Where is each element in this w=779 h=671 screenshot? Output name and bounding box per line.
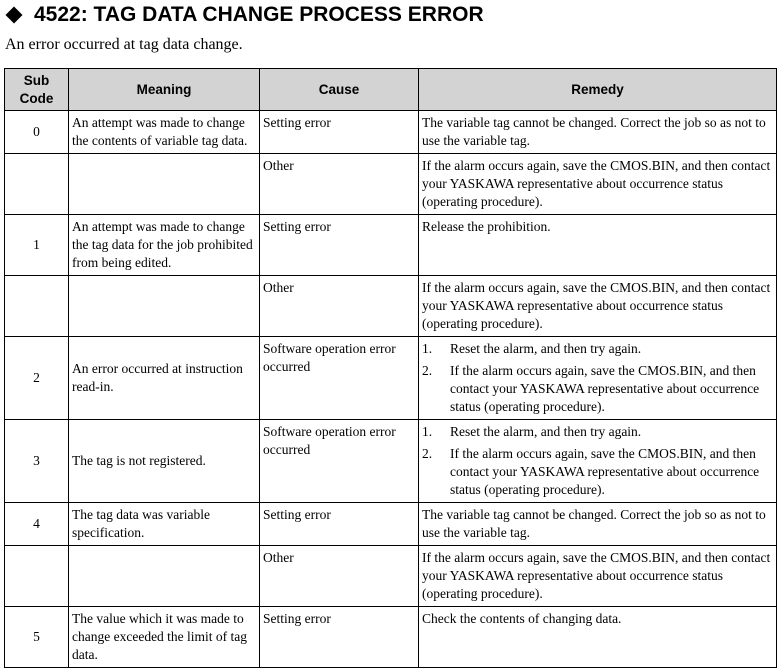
remedy-cell <box>419 337 777 420</box>
remedy-cell: Check the contents of changing data. <box>419 607 777 668</box>
table-row <box>5 420 777 503</box>
remedy-cell: The variable tag cannot be changed. Correct the job so as not to use the variable tag. <box>419 111 777 154</box>
table-row <box>5 276 777 337</box>
table-row <box>5 607 777 668</box>
step-text: Reset the alarm, and then try again. <box>450 341 642 356</box>
sub-code-cell-empty <box>5 276 69 337</box>
table-header-row <box>5 69 777 111</box>
cause-cell: Software operation error occurred <box>260 420 419 503</box>
remedy-step <box>422 362 773 416</box>
meaning-cell: The tag data was variable specification. <box>69 503 260 546</box>
table-row <box>5 503 777 546</box>
remedy-cell: If the alarm occurs again, save the CMOS.BIN, and then contact your YASKAWA representative about occurrence status (operating procedure). <box>419 276 777 337</box>
remedy-step <box>422 445 773 499</box>
page-title <box>5 1 484 29</box>
header-meaning: Meaning <box>69 69 260 111</box>
cause-cell: Setting error <box>260 215 419 276</box>
meaning-cell: An error occurred at instruction read-in. <box>69 337 260 420</box>
cause-cell: Other <box>260 276 419 337</box>
sub-code-cell: 5 <box>5 607 69 668</box>
sub-code-cell-empty <box>5 546 69 607</box>
meaning-cell-empty <box>69 546 260 607</box>
remedy-steps <box>422 340 773 416</box>
step-number: 1. <box>422 341 433 356</box>
step-text: If the alarm occurs again, save the CMOS.BIN, and then contact your YASKAWA representative about occurrence status (operating procedure). <box>450 446 760 497</box>
sub-code-cell: 0 <box>5 111 69 154</box>
cause-cell: Other <box>260 546 419 607</box>
remedy-step <box>422 423 773 441</box>
step-text: Reset the alarm, and then try again. <box>450 424 642 439</box>
diamond-bullet-icon <box>6 7 23 24</box>
error-table <box>4 68 777 668</box>
page-title-text: 4522: TAG DATA CHANGE PROCESS ERROR <box>34 3 484 26</box>
cause-cell: Software operation error occurred <box>260 337 419 420</box>
cause-cell: Setting error <box>260 111 419 154</box>
table-row <box>5 154 777 215</box>
remedy-cell: If the alarm occurs again, save the CMOS.BIN, and then contact your YASKAWA representative about occurrence status (operating procedure). <box>419 154 777 215</box>
cause-cell: Setting error <box>260 607 419 668</box>
sub-code-cell: 4 <box>5 503 69 546</box>
step-number: 2. <box>422 363 433 378</box>
remedy-cell <box>419 420 777 503</box>
sub-code-cell: 2 <box>5 337 69 420</box>
remedy-step <box>422 340 773 358</box>
sub-code-cell: 1 <box>5 215 69 276</box>
meaning-cell: The value which it was made to change exceeded the limit of tag data. <box>69 607 260 668</box>
step-number: 1. <box>422 424 433 439</box>
table-row <box>5 215 777 276</box>
sub-code-cell-empty <box>5 154 69 215</box>
meaning-cell-empty <box>69 276 260 337</box>
remedy-cell: The variable tag cannot be changed. Correct the job so as not to use the variable tag. <box>419 503 777 546</box>
cause-cell: Setting error <box>260 503 419 546</box>
meaning-cell: The tag is not registered. <box>69 420 260 503</box>
remedy-cell: Release the prohibition. <box>419 215 777 276</box>
intro-text: An error occurred at tag data change. <box>5 36 243 53</box>
header-cause: Cause <box>260 69 419 111</box>
sub-code-cell: 3 <box>5 420 69 503</box>
remedy-steps <box>422 423 773 499</box>
meaning-cell: An attempt was made to change the tag data for the job prohibited from being edited. <box>69 215 260 276</box>
header-remedy: Remedy <box>419 69 777 111</box>
step-number: 2. <box>422 446 433 461</box>
remedy-cell: If the alarm occurs again, save the CMOS.BIN, and then contact your YASKAWA representative about occurrence status (operating procedure). <box>419 546 777 607</box>
table-row <box>5 111 777 154</box>
cause-cell: Other <box>260 154 419 215</box>
header-sub-code: Sub Code <box>5 69 69 111</box>
step-text: If the alarm occurs again, save the CMOS.BIN, and then contact your YASKAWA representative about occurrence status (operating procedure). <box>450 363 760 414</box>
meaning-cell-empty <box>69 154 260 215</box>
table-row <box>5 337 777 420</box>
meaning-cell: An attempt was made to change the contents of variable tag data. <box>69 111 260 154</box>
table-row <box>5 546 777 607</box>
